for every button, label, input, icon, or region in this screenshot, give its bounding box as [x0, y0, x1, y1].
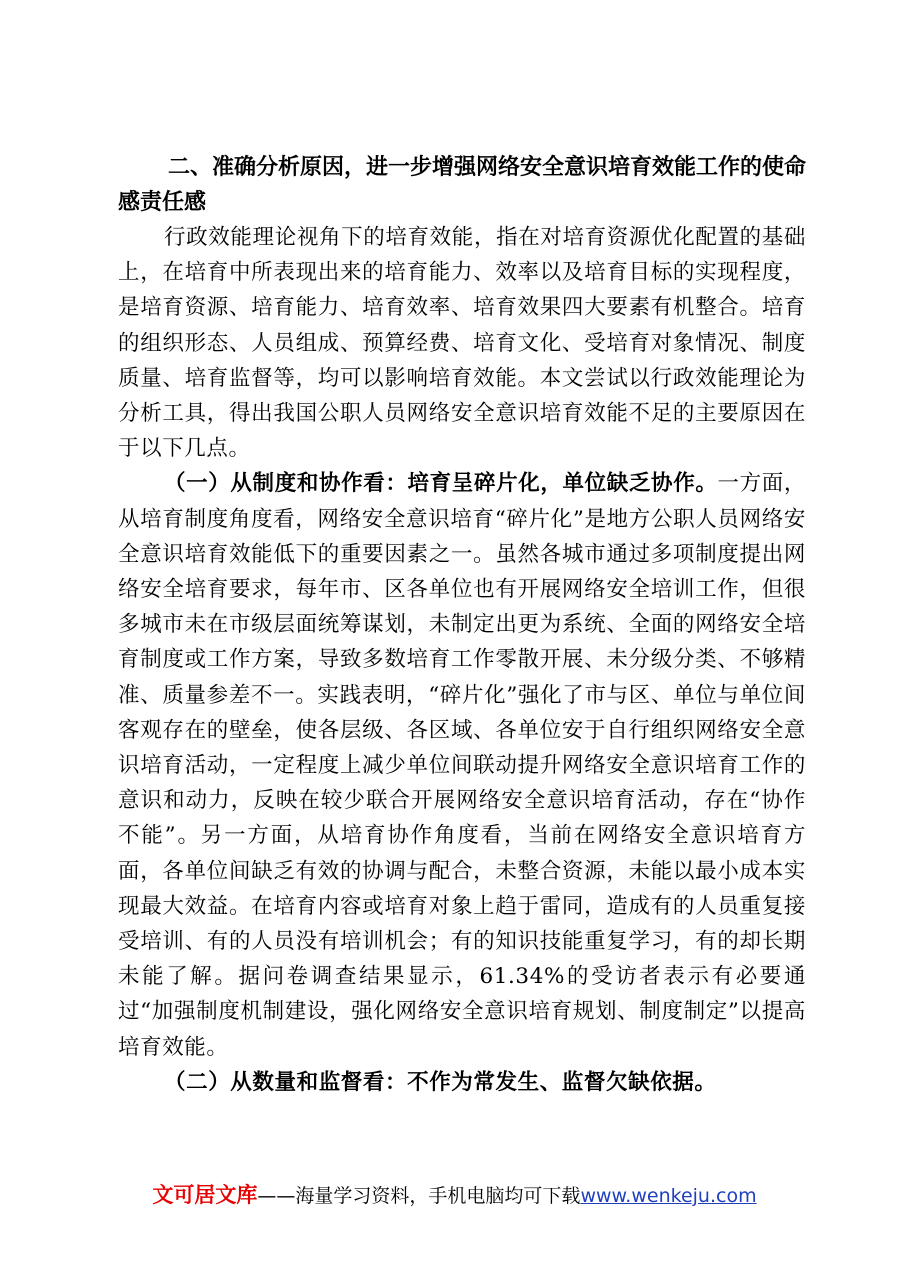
- footer-banner: [0, 1181, 909, 1210]
- paragraph-2-lead: （一）从制度和协作看：培育呈碎片化，单位缺乏协作。: [164, 471, 718, 497]
- footer-link[interactable]: www.wenkeju.com: [580, 1185, 757, 1207]
- paragraph-2: [118, 466, 806, 1064]
- document-body: [118, 150, 806, 1100]
- paragraph-3-lead: （二）从数量和监督看：不作为常发生、监督欠缺依据。: [164, 1069, 717, 1095]
- footer-brand: 文可居文库: [152, 1183, 258, 1207]
- paragraph-3: [118, 1065, 806, 1100]
- paragraph-1: 行政效能理论视角下的培育效能，指在对培育资源优化配置的基础上，在培育中所表现出来的培育能力、效率以及培育目标的实现程度，是培育资源、培育能力、培育效率、培育效果四大要素有机整合。培育的组织形态、人员组成、预算经费、培育文化、受培育对象情况、制度质量、培育监督等，均可以影响培育效能。本文尝试以行政效能理论为分析工具，得出我国公职人员网络安全意识培育效能不足的主要原因在于以下几点。: [118, 225, 806, 462]
- paragraph-2-body: 一方面，从培育制度角度看，网络安全意识培育“碎片化”是地方公职人员网络安全意识培育效能低下的重要因素之一。虽然各城市通过多项制度提出网络安全培育要求，每年市、区各单位也有开展网络安全培训工作，但很多城市未在市级层面统筹谋划，未制定出更为系统、全面的网络安全培育制度或工作方案，导致多数培育工作零散开展、未分级分类、不够精准、质量参差不一。实践表明，“碎片化”强化了市与区、单位与单位间客观存在的壁垒，使各层级、各区域、各单位安于自行组织网络安全意识培育活动，一定程度上减少单位间联动提升网络安全意识培育工作的意识和动力，反映在较少联合开展网络安全意识培育活动，存在“协作不能”。另一方面，从培育协作角度看，当前在网络安全意识培育方面，各单位间缺乏有效的协调与配合，未整合资源，未能以最小成本实现最大效益。在培育内容或培育对象上趋于雷同，造成有的人员重复接受培训、有的人员没有培训机会；有的知识技能重复学习，有的却长期未能了解。据问卷调查结果显示，61.34%的受访者表示有必要通过“加强制度机制建设，强化网络安全意识培育规划、制度制定”以提高培育效能。: [118, 471, 806, 1060]
- section-title: 二、准确分析原因，进一步增强网络安全意识培育效能工作的使命感责任感: [118, 155, 807, 215]
- footer-slogan: ——海量学习资料，手机电脑均可下载: [257, 1185, 581, 1207]
